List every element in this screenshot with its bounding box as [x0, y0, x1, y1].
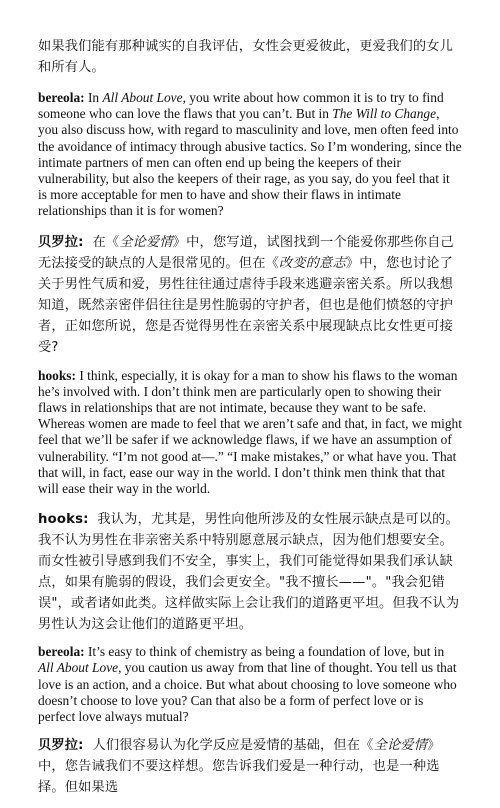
paragraph-5-text: 我认为，尤其是，男性向他所涉及的女性展示缺点是可以的。我不认为男性在非亲密关系中特别愿意展示缺点，因为他们想要安全。而女性被引导感到我们不安全，事实上，我们可能觉得如果我们承认缺点，如果有脆弱的假设，我们会更安全。"我不擅长——"。"我会犯错误"，或者诸如此类。这样做实际上会让我们的道路更平坦。但我不认为男性认为这会让他们的道路更平坦。 [38, 512, 460, 633]
paragraph-1-text: 如果我们能有那种诚实的自我评估，女性会更爱彼此，更爱我们的女儿和所有人。 [38, 39, 454, 75]
paragraph-2 [38, 90, 462, 220]
book-title-quanlun-aiqing: 全论爱情 [119, 234, 173, 250]
paragraph-7-text-1: 人们很容易认为化学反应是爱情的基础，但在《 [92, 738, 374, 754]
paragraph-6 [38, 644, 462, 725]
book-title-gaibian-de-yizhi: 改变的意志 [278, 255, 346, 271]
paragraph-3-text-1: 在《 [92, 234, 120, 250]
speaker-hooks-zh: hooks: [38, 512, 89, 528]
paragraph-6-text-1: It’s easy to think of chemistry as being a foundation of love, but in [84, 644, 445, 660]
speaker-beiluola-2: 贝罗拉: [38, 738, 84, 754]
paragraph-5 [38, 509, 462, 635]
book-title-all-about-love-2: All About Love [38, 660, 119, 676]
book-title-will-to-change: The Will to Change [332, 106, 437, 122]
paragraph-3-text-3: 》中，您也讨论了关于男性气质和爱，男性往往通过虐待手段来逃避亲密关系。所以我想知道，既然亲密伴侣往往是男性脆弱的守护者，但也是他们愤怒的守护者，正如您所说，您是否觉得男性在亲密关系中展现缺点比女性更可接受? [38, 255, 454, 355]
speaker-bereola: bereola: [38, 90, 85, 105]
paragraph-3-text-2: 》中，您写道，试图找到一个能爱你那些你自己无法接受的缺点的人是很常见的。但在《 [38, 234, 454, 271]
paragraph-7 [38, 735, 462, 798]
paragraph-1 [38, 36, 462, 78]
paragraph-3 [38, 232, 462, 358]
paragraph-2-text-1: In [84, 90, 103, 105]
document-page [38, 36, 462, 808]
book-title-all-about-love: All About Love [102, 90, 183, 105]
paragraph-4-text: I think, especially, it is okay for a man to show his flaws to the woman he’s involved with. I don’t think men are particularly open to showing their flaws in relationships that are not intimate, because they want to be safe. Whereas women are made to feel that we aren’t safe and that, in fact, we might feel that we’ll be safer if we acknowledge flaws, if we have an assumption of vulnerability. “I’m not good at—.” “I make mistakes,” or what have you. That that will, in fact, ease our way in the world. I don’t think men think that that will ease their way in the world. [38, 367, 462, 497]
paragraph-2-text-3: , you also discuss how, with regard to masculinity and love, men often feed into the avoidance of intimacy through abusive tactics. So I’m wondering, since the intimate partners of men can often end up being the keepers of their vulnerability, but also the keepers of their rage, as you say, do you feel that it is more acceptable for men to have and show their flaws in intimate relationships than it is for women? [38, 106, 462, 219]
paragraph-4 [38, 368, 462, 498]
speaker-hooks: hooks: [38, 367, 76, 383]
paragraph-6-text-2: , you caution us away from that line of thought. You tell us that love is an action, and a choice. But what about choosing to love someone who doesn’t choose to love you? Can that also be a form of perfect love or is perfect love always mutual? [38, 660, 457, 725]
book-title-quanlun-aiqing-2: 全论爱情 [373, 738, 428, 754]
paragraph-2-text-2: , you write about how common it is to try to find someone who can love the flaws that you can’t. But in [38, 90, 444, 122]
paragraph-7-text-2: 》中，您告诫我们不要这样想。您告诉我们爱是一种行动，也是一种选择。但如果选 [38, 738, 441, 796]
speaker-bereola-2: bereola: [38, 644, 85, 660]
speaker-beiluola: 贝罗拉: [38, 234, 84, 250]
